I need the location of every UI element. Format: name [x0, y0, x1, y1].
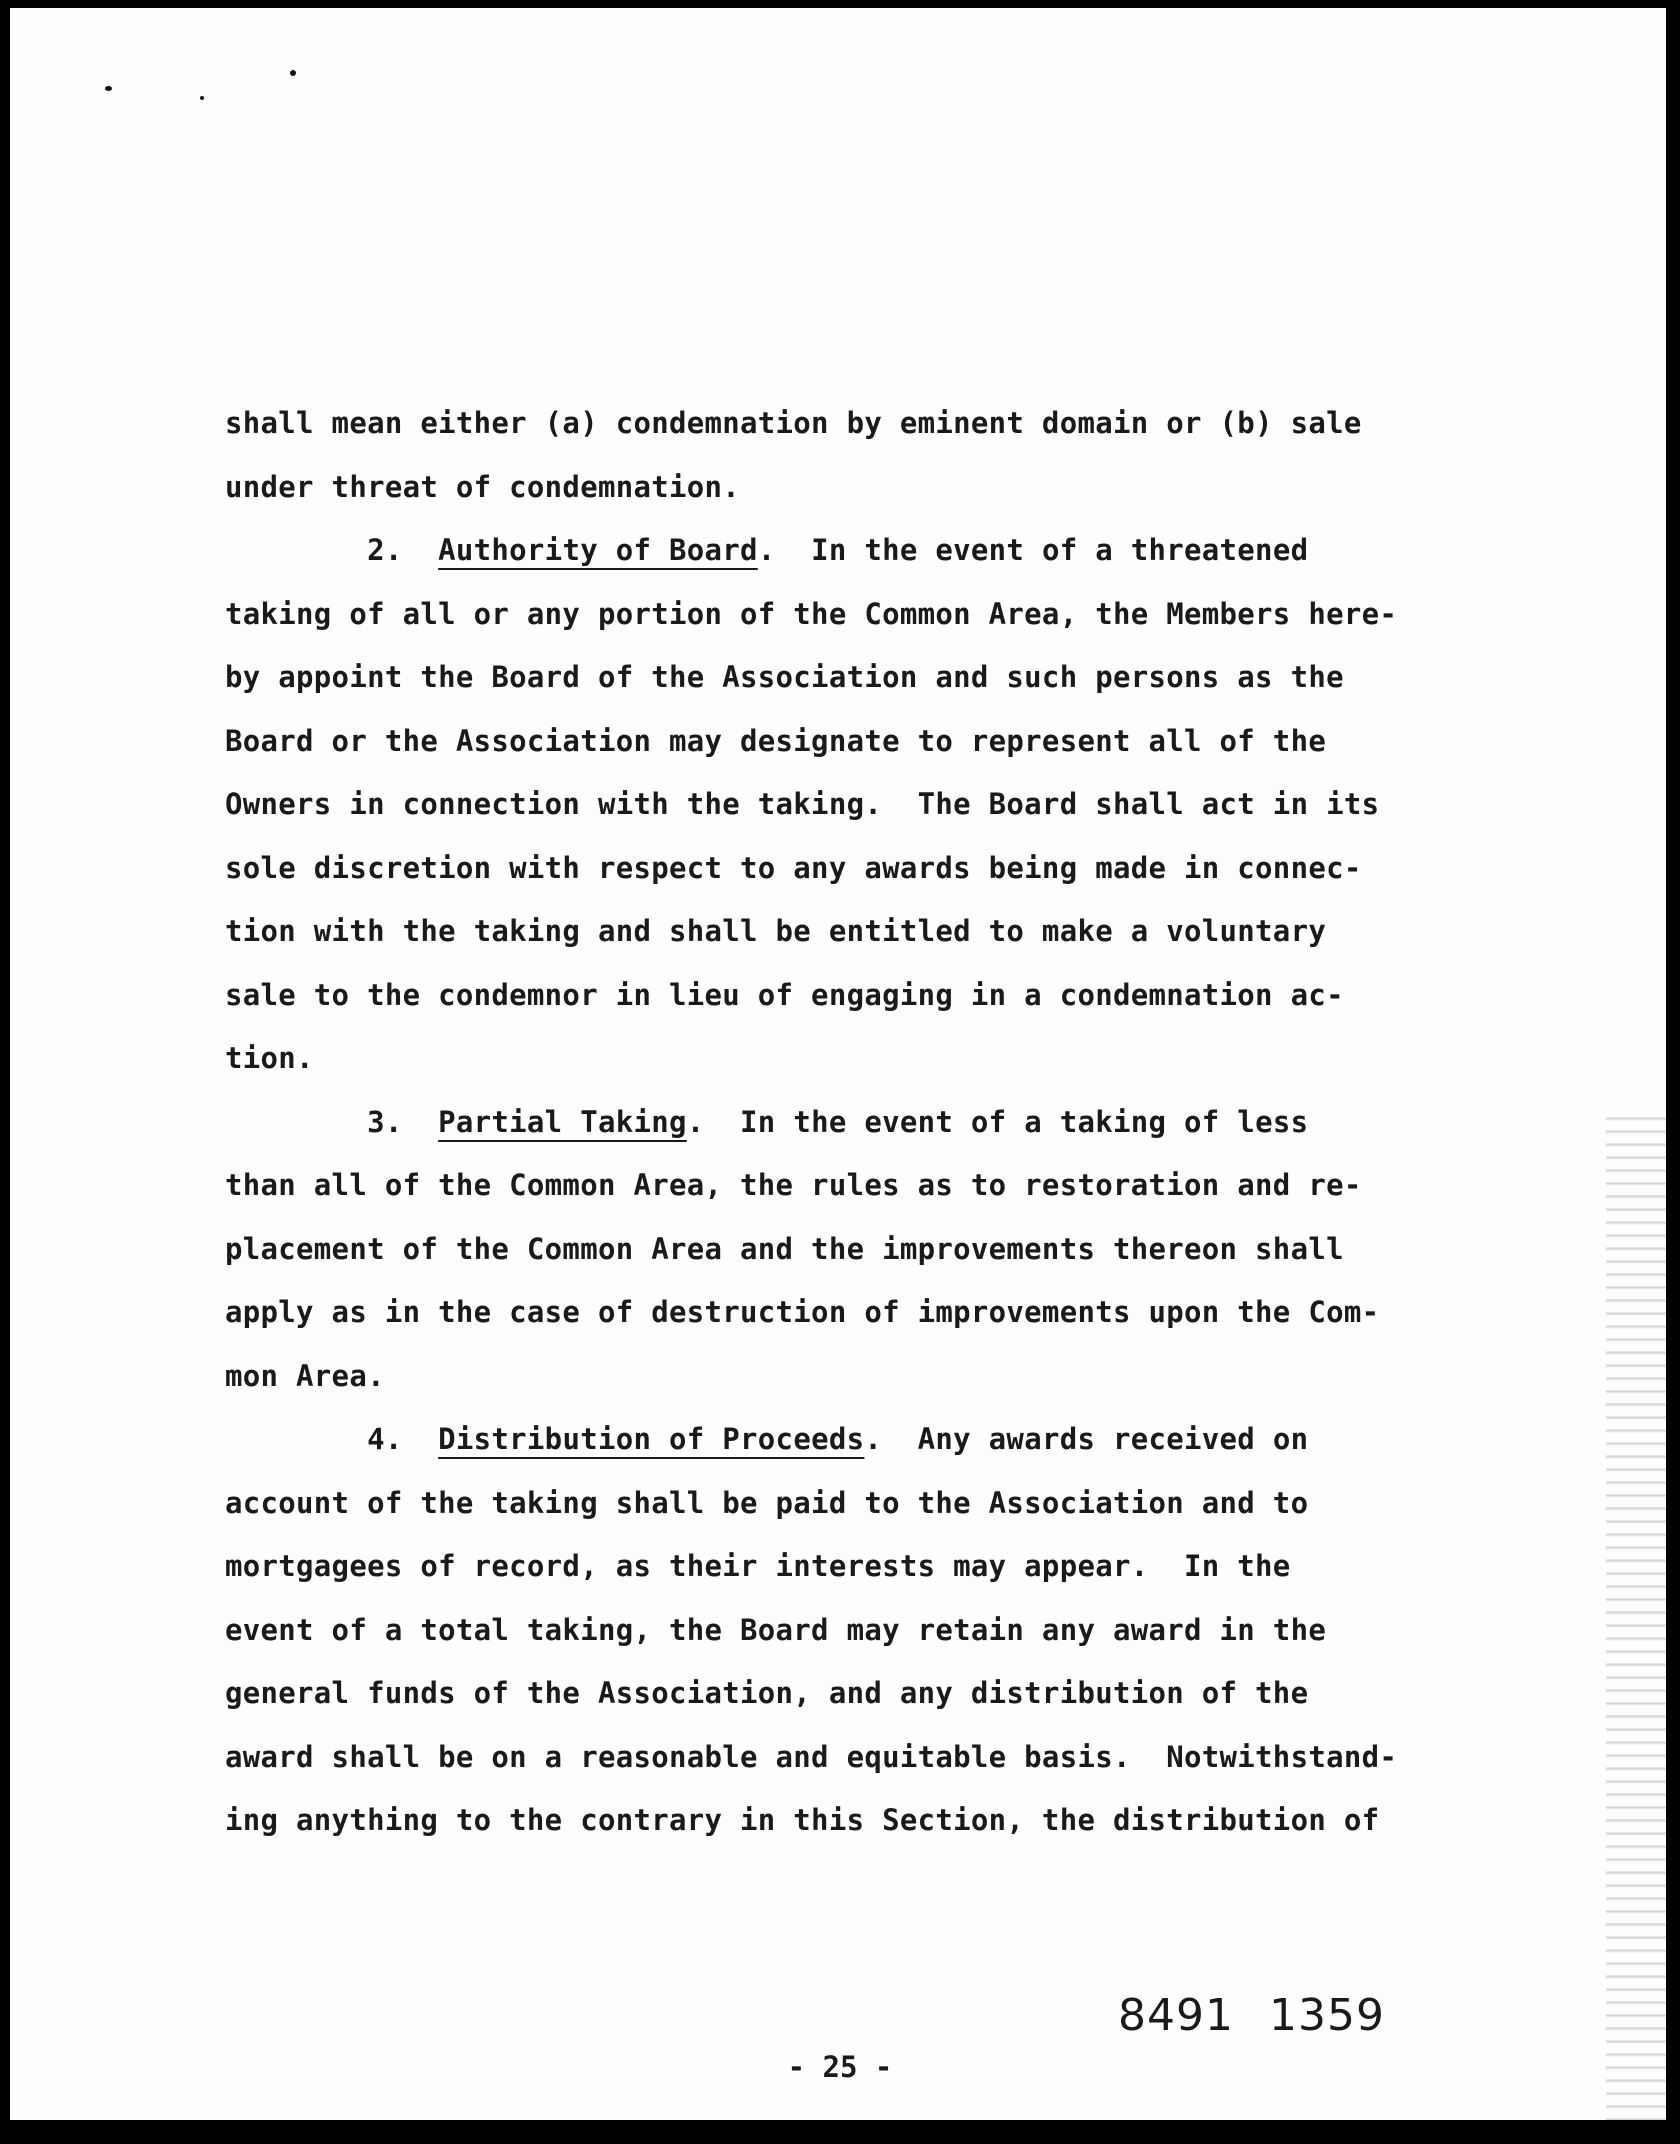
- text-line: [225, 1662, 1515, 1726]
- scan-speck: [290, 70, 296, 76]
- text-span: Board or the Association may designate to represent all of the: [225, 723, 1327, 758]
- text-line: [225, 1789, 1515, 1853]
- text-span: ing anything to the contrary in this Section, the distribution of: [225, 1803, 1380, 1837]
- text-line: [225, 837, 1515, 901]
- scan-speck: [200, 96, 204, 100]
- text-span: by appoint the Board of the Association and such persons as the: [225, 660, 1344, 694]
- text-line: [225, 710, 1515, 774]
- text-line: [225, 583, 1515, 647]
- text-line: [225, 519, 1515, 583]
- text-span: sale to the condemnor in lieu of engaging in a condemnation ac-: [225, 977, 1344, 1012]
- text-span: 3.: [225, 1104, 439, 1139]
- text-span: mortgagees of record, as their interests may appear. In the: [225, 1549, 1291, 1583]
- text-line: [225, 964, 1515, 1028]
- text-span: taking of all or any portion of the Common Area, the Members here-: [225, 596, 1398, 631]
- text-line: [225, 1599, 1515, 1663]
- section-heading: Distribution of Proceeds: [438, 1422, 865, 1456]
- text-line: [225, 646, 1515, 710]
- text-line: [225, 392, 1515, 456]
- section-heading: Partial Taking: [438, 1104, 687, 1139]
- text-span: placement of the Common Area and the improvements thereon shall: [225, 1231, 1344, 1266]
- text-span: account of the taking shall be paid to the Association and to: [225, 1485, 1309, 1520]
- page-number: - 25 -: [787, 2050, 893, 2084]
- text-span: event of a total taking, the Board may retain any award in the: [225, 1612, 1327, 1647]
- text-span: tion with the taking and shall be entitled to make a voluntary: [225, 914, 1327, 948]
- text-line: [225, 773, 1515, 837]
- text-line: [225, 1345, 1515, 1409]
- text-span: award shall be on a reasonable and equitable basis. Notwithstand-: [225, 1739, 1398, 1774]
- document-number: 8491 1359: [1118, 1990, 1385, 2041]
- section-heading: Authority of Board: [438, 533, 758, 567]
- text-span: apply as in the case of destruction of improvements upon the Com-: [225, 1295, 1380, 1329]
- document-body: [225, 392, 1515, 1853]
- text-span: tion.: [225, 1041, 314, 1075]
- text-line: [225, 1091, 1515, 1155]
- text-line: [225, 900, 1515, 964]
- text-line: [225, 1472, 1515, 1536]
- text-line: [225, 456, 1515, 520]
- text-line: [225, 1154, 1515, 1218]
- scan-speck: [105, 86, 112, 91]
- text-line: [225, 1218, 1515, 1282]
- text-span: 4.: [225, 1422, 439, 1456]
- text-span: under threat of condemnation.: [225, 469, 741, 504]
- text-span: mon Area.: [225, 1358, 385, 1393]
- text-line: [225, 1027, 1515, 1091]
- text-span: than all of the Common Area, the rules as to restoration and re-: [225, 1168, 1362, 1202]
- text-line: [225, 1408, 1515, 1472]
- text-line: [225, 1535, 1515, 1599]
- text-line: [225, 1281, 1515, 1345]
- text-span: sole discretion with respect to any awards being made in connec-: [225, 850, 1362, 885]
- text-line: [225, 1726, 1515, 1790]
- text-span: shall mean either (a) condemnation by eminent domain or (b) sale: [225, 406, 1362, 440]
- scan-edge-noise: [1606, 1108, 1666, 2120]
- text-span: . In the event of a taking of less: [686, 1104, 1309, 1139]
- text-span: . Any awards received on: [864, 1422, 1309, 1456]
- text-span: 2.: [225, 533, 439, 567]
- text-span: Owners in connection with the taking. The Board shall act in its: [225, 787, 1380, 821]
- text-span: . In the event of a threatened: [757, 533, 1309, 567]
- text-span: general funds of the Association, and any distribution of the: [225, 1676, 1309, 1710]
